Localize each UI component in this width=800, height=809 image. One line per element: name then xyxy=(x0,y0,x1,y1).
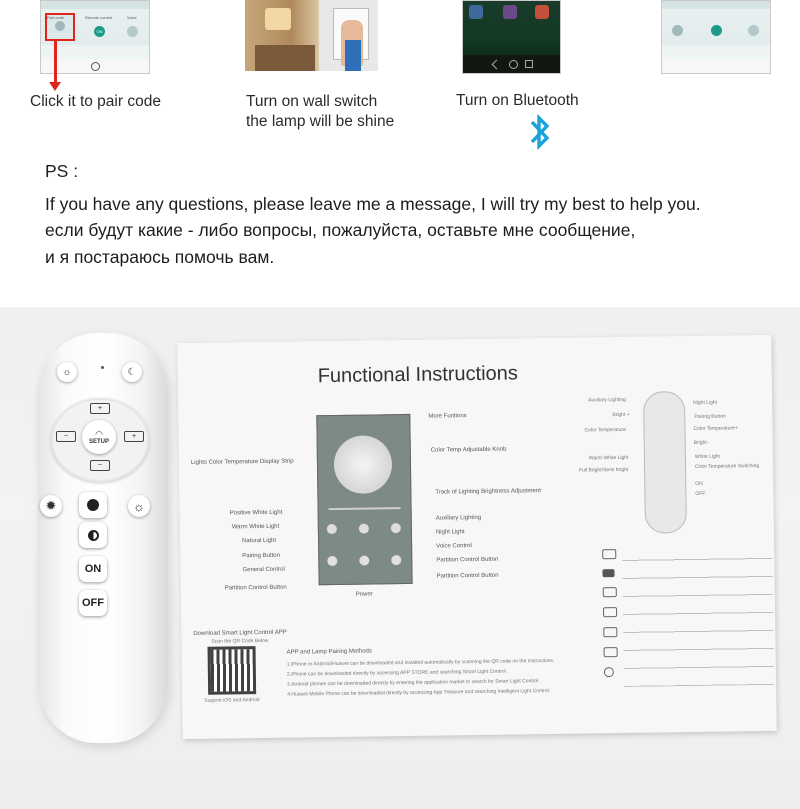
step3-bluetooth-phone xyxy=(462,0,561,74)
color-temp-down-icon[interactable]: − xyxy=(56,431,76,442)
remote-label: Remote control xyxy=(85,15,113,20)
r-label-full-bright: Full Bright/Semi bright xyxy=(579,466,629,474)
remote-diagram xyxy=(643,391,687,534)
sun-mode-button[interactable]: ☼ xyxy=(57,362,77,382)
r-label-white: White Light xyxy=(694,453,720,460)
bright-sun-button[interactable]: ✹ xyxy=(40,495,62,517)
label-track: Track of Lighting Brightness Adjustment xyxy=(435,488,541,496)
r-label-off: OFF xyxy=(695,490,706,497)
ps-line-russian-1: если будут какие - либо вопросы, пожалуйста, оставьте мне сообщение, xyxy=(45,220,636,240)
pair-label: Pair code xyxy=(47,15,64,20)
r-label-warm-white: Warm White Light xyxy=(588,454,629,462)
label-knob: Color Temp Adjustable Knob xyxy=(430,446,507,454)
label-warm-white: Warm White Light xyxy=(231,523,280,531)
mode-switch-button[interactable] xyxy=(79,492,107,518)
pairing-line-2: 2.iPhone can be downloaded directly by accessing APP STORE and searching Smart Light Control. xyxy=(286,668,508,678)
label-night-light: Night Light xyxy=(435,529,465,536)
label-partition-2: Partition Control Button xyxy=(436,572,499,580)
step4-app-screenshot xyxy=(661,0,771,74)
on-button[interactable]: ON xyxy=(79,556,107,582)
qr-code xyxy=(208,646,257,695)
pairing-line-1: 1.iPhone or Android/Huawei can be downloaded and installed automatically by scanning the QR code on the instructions. xyxy=(286,657,555,668)
label-partition-1: Partition Control Button xyxy=(436,556,499,564)
pairing-line-4: 4.Huawei Mobile Phone can be downloaded directly by accessing App Treasure and searching Intelligent Light Control. xyxy=(287,687,551,698)
r-label-bright-plus: Bright + xyxy=(612,411,630,419)
mic-icon[interactable] xyxy=(127,26,138,37)
wifi-icon: ◠ xyxy=(95,428,103,439)
setup-button[interactable]: ◠ SETUP xyxy=(82,420,116,454)
label-auxiliary: Auxiliary Lighting xyxy=(435,514,482,522)
label-partition-control-left: Partition Control Button xyxy=(224,584,287,592)
brightness-down-icon[interactable]: − xyxy=(90,460,110,471)
r-label-on: ON xyxy=(695,480,703,487)
ps-line-russian-2: и я постараюсь помочь вам. xyxy=(45,247,275,267)
r-label-ct-switch: Color Temperature Switching xyxy=(695,463,760,470)
app-download-heading: Download Smart Light Control APP xyxy=(193,629,287,637)
voice-label: Voice xyxy=(127,15,137,20)
r-label-aux: Auxiliary Lighting xyxy=(588,396,626,404)
nav-recent-icon[interactable] xyxy=(525,60,533,68)
r-label-night: Night Light xyxy=(693,399,718,406)
label-more-functions: More Funtions xyxy=(428,413,467,420)
dim-sun-button[interactable]: ☼ xyxy=(128,495,150,517)
label-positive-white: Positive White Light xyxy=(229,509,283,517)
step2-wall-switch-photo xyxy=(245,0,378,71)
red-arrow-head xyxy=(49,82,61,91)
red-arrow-icon xyxy=(54,40,57,88)
label-natural-light: Natural Light xyxy=(241,537,277,545)
r-label-pairing: Pairing Button xyxy=(694,413,726,420)
on-toggle-icon[interactable]: ON xyxy=(94,26,105,37)
instruction-sheet xyxy=(177,335,776,739)
r-label-color-temp: Color Temperature xyxy=(584,426,626,434)
nav-home-icon[interactable] xyxy=(509,60,518,69)
brightness-up-icon[interactable]: + xyxy=(90,403,110,414)
label-general-control: General Control xyxy=(242,566,285,574)
color-temp-up-icon[interactable]: + xyxy=(124,431,144,442)
support-note: Support iOS and Android xyxy=(204,697,260,704)
step3-caption: Turn on Bluetooth xyxy=(456,92,579,109)
pairing-heading: APP and Lamp Pairing Methods xyxy=(286,648,372,656)
lamp-panel-image xyxy=(316,414,412,585)
label-pairing-button: Pairing Button xyxy=(242,552,280,560)
bluetooth-icon xyxy=(526,110,554,154)
color-temp-switch-button[interactable] xyxy=(79,522,107,548)
label-color-strip: Lights Color Temperature Display Strip xyxy=(190,458,294,466)
r-label-color-temp-plus: Color Temperature+ xyxy=(693,425,738,432)
step1-caption: Click it to pair code xyxy=(30,93,161,110)
on-toggle-icon[interactable] xyxy=(711,25,722,36)
step2-caption: Turn on wall switch the lamp will be shine xyxy=(246,93,395,130)
instruction-icon-list xyxy=(602,549,618,689)
night-mode-button[interactable]: ☾ xyxy=(122,362,142,382)
pairing-line-3: 3.Android phones can be downloaded directly by entering the application market to search for Smart Light Control. xyxy=(287,678,540,688)
indicator-dot xyxy=(101,366,104,369)
manual-title: Functional Instructions xyxy=(317,362,518,388)
ps-heading: PS : xyxy=(45,161,79,181)
off-button[interactable]: OFF xyxy=(79,590,107,616)
label-power: Power xyxy=(355,591,373,598)
knob-icon xyxy=(334,435,393,494)
r-label-bright-minus: Bright - xyxy=(693,439,710,446)
mic-icon[interactable] xyxy=(748,25,759,36)
ps-line-english: If you have any questions, please leave me a message, I will try my best to help you. xyxy=(45,194,701,214)
app-download-sub: Scan the QR Code Below xyxy=(211,637,269,645)
nav-home-icon[interactable] xyxy=(91,62,100,71)
label-voice-control: Voice Control xyxy=(436,543,472,550)
